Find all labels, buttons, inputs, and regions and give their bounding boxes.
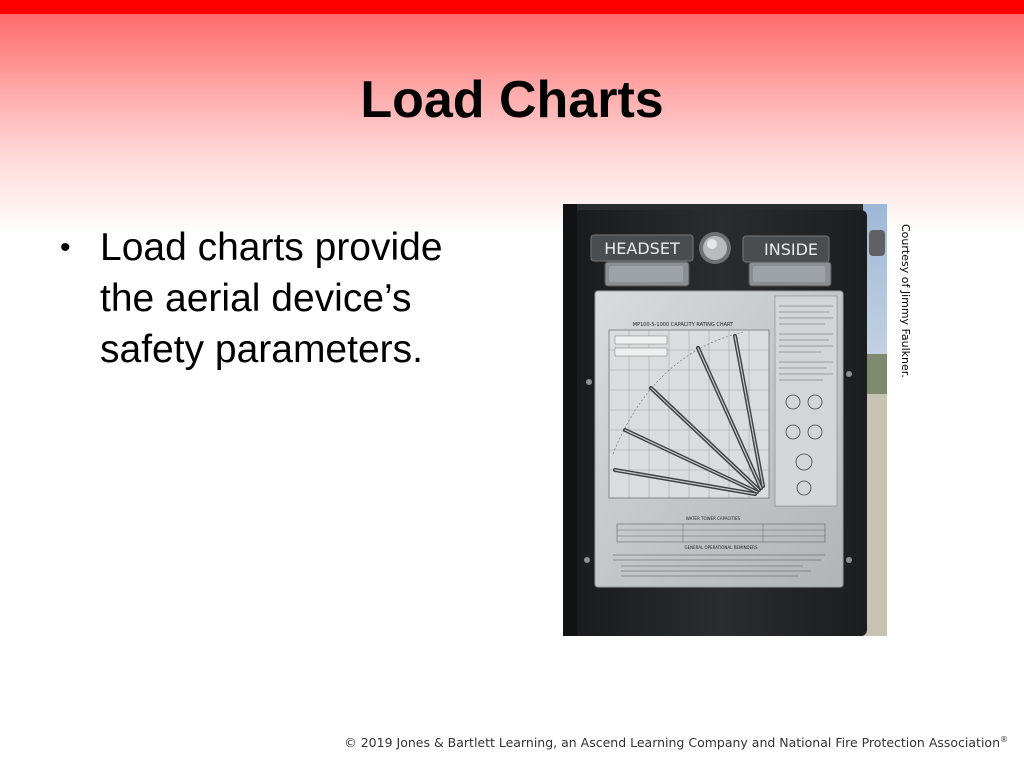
slide-title: Load Charts	[360, 71, 664, 129]
bullet-marker: •	[60, 231, 71, 264]
plate-subtitle: WATER TOWER CAPACITIES	[685, 516, 741, 521]
load-chart-photo-art	[563, 204, 887, 636]
bullet-list	[58, 222, 488, 375]
plate-notes-heading: GENERAL OPERATIONAL REMINDERS	[684, 545, 758, 550]
footer-copyright	[344, 735, 1008, 750]
headset-label: HEADSET	[604, 239, 680, 258]
registered-mark: ®	[1000, 735, 1008, 744]
load-chart-photo	[563, 204, 887, 636]
top-accent-bar	[0, 0, 1024, 14]
footer-copyright-text: © 2019 Jones & Bartlett Learning, an Ascend Learning Company and National Fire Protection Association	[344, 735, 1000, 751]
inside-label: INSIDE	[764, 240, 818, 259]
photo-credit: Courtesy of Jimmy Faulkner.	[899, 224, 912, 378]
bullet-text: Load charts provide the aerial device’s safety parameters.	[100, 226, 443, 371]
bullet-item	[58, 222, 488, 375]
plate-title: MP100-S-1000 CAPACITY RATING CHART	[632, 322, 734, 328]
